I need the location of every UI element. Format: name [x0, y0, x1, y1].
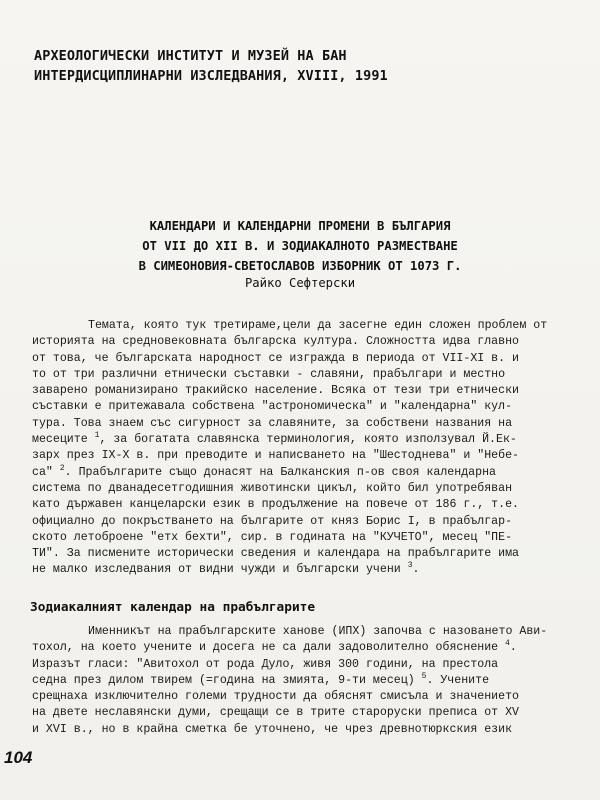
text-fragment: .: [509, 641, 517, 655]
text-line: ТИ". За писмените исторически сведения и календара на прабългарите има: [32, 547, 520, 561]
header-line-2: ИНТЕРДИСЦИПЛИНАРНИ ИЗСЛЕДВАНИЯ, XVIII, 1991: [34, 68, 388, 84]
footnote-ref: 5: [421, 672, 427, 682]
title-line-2: ОТ VII ДО XII В. И ЗОДИАКАЛНОТО РАЗМЕСТВАНЕ: [142, 239, 458, 253]
footnote-ref: 4: [505, 639, 510, 649]
footnote-ref: 1: [94, 431, 100, 441]
text-fragment: . Прабългарите също донасят на Балканския п-ов своя календарна: [64, 465, 497, 479]
text-line: [32, 465, 572, 481]
text-line: [32, 640, 572, 656]
text-line: система по дванадесетгодишния животински цикъл, който бил употребяван: [32, 481, 513, 495]
paragraph-intro: [32, 318, 572, 579]
title-line-3: В СИМЕОНОВИЯ-СВЕТОСЛАВОВ ИЗБОРНИК ОТ 1073 Г.: [138, 259, 462, 273]
header-line-1: АРХЕОЛОГИЧЕСКИ ИНСТИТУТ И МУЗЕЙ НА БАН: [34, 48, 347, 64]
text-line: съставки е притежавала собствена "астрономическа" и "календарна" кул-: [32, 400, 513, 414]
footnote-ref: 3: [407, 561, 413, 571]
section-heading: Зодиакалният календар на прабългарите: [30, 600, 316, 615]
text-line: тура. Това знаем със сигурност за славяните, за собствени названия на: [32, 416, 513, 430]
text-line: [32, 673, 572, 689]
text-fragment: не малко изследвания от видни чужди и български учени: [32, 563, 408, 577]
text-line: [32, 432, 572, 448]
journal-header: [34, 46, 554, 86]
text-fragment: тохол, на което учените и досега не са дали задоволително обяснение: [32, 641, 506, 655]
text-line: от това, че българската народност се изгражда в периода от VII-XI в. и: [32, 351, 520, 365]
text-fragment: .: [412, 563, 420, 577]
text-line: на двете неславянски думи, срещащи се в трите староруски преписа от XV: [32, 706, 520, 720]
title-line-1: КАЛЕНДАРИ И КАЛЕНДАРНИ ПРОМЕНИ В БЪЛГАРИЯ: [149, 219, 451, 233]
text-fragment: . Учените: [426, 673, 490, 687]
text-line: историята на средновековната българска култура. Сложността идва главно: [32, 335, 520, 349]
text-fragment: седна през дилом твирем (=година на змията, 9-ти месец): [32, 673, 422, 687]
text-line: ското летоброене "етх бехти", сир. в годината на "КУЧЕТО", месец "ПЕ-: [32, 530, 513, 544]
text-line: като държавен канцеларски език в продължение на повече от 186 г., т.е.: [32, 498, 520, 512]
text-line: то от три различни етнически съставки - славяни, прабългари и местно: [32, 367, 506, 381]
paragraph-zodiac: [32, 624, 572, 738]
page-number: 104: [4, 748, 33, 767]
text-line: зарх през IX-X в. при преводите и написването на "Шестоднева" и "Небе-: [32, 449, 520, 463]
footnote-ref: 2: [59, 463, 65, 473]
text-fragment: , за богатата славянска терминология, която използувал Й.Ек-: [99, 433, 517, 447]
text-line: и XVI в., но в крайна сметка бе уточнено, че чрез древнотюркския език: [32, 722, 513, 736]
author-name: Райко Сефтерски: [244, 276, 356, 290]
text-fragment: са": [32, 465, 60, 479]
text-fragment: месеците: [32, 433, 95, 447]
text-line: Изразът гласи: "Авитохол от рода Дуло, живя 300 години, на престола: [32, 657, 499, 671]
text-line: срещнаха изключително големи трудности да обяснят смисъла и значението: [32, 690, 520, 704]
text-line: Темата, която тук третираме,цели да засегне един сложен проблем от: [88, 319, 548, 332]
text-line: [32, 562, 572, 578]
article-title: [40, 216, 560, 276]
text-line: Именникът на прабългарските ханове (ИПХ) започва с назоването Ави-: [88, 625, 548, 638]
text-line: заварено романизирано тракийско население. Всяка от тези три етнически: [32, 384, 520, 398]
text-line: официално до покръстването на българите от княз Борис I, в прабългар-: [32, 514, 513, 528]
